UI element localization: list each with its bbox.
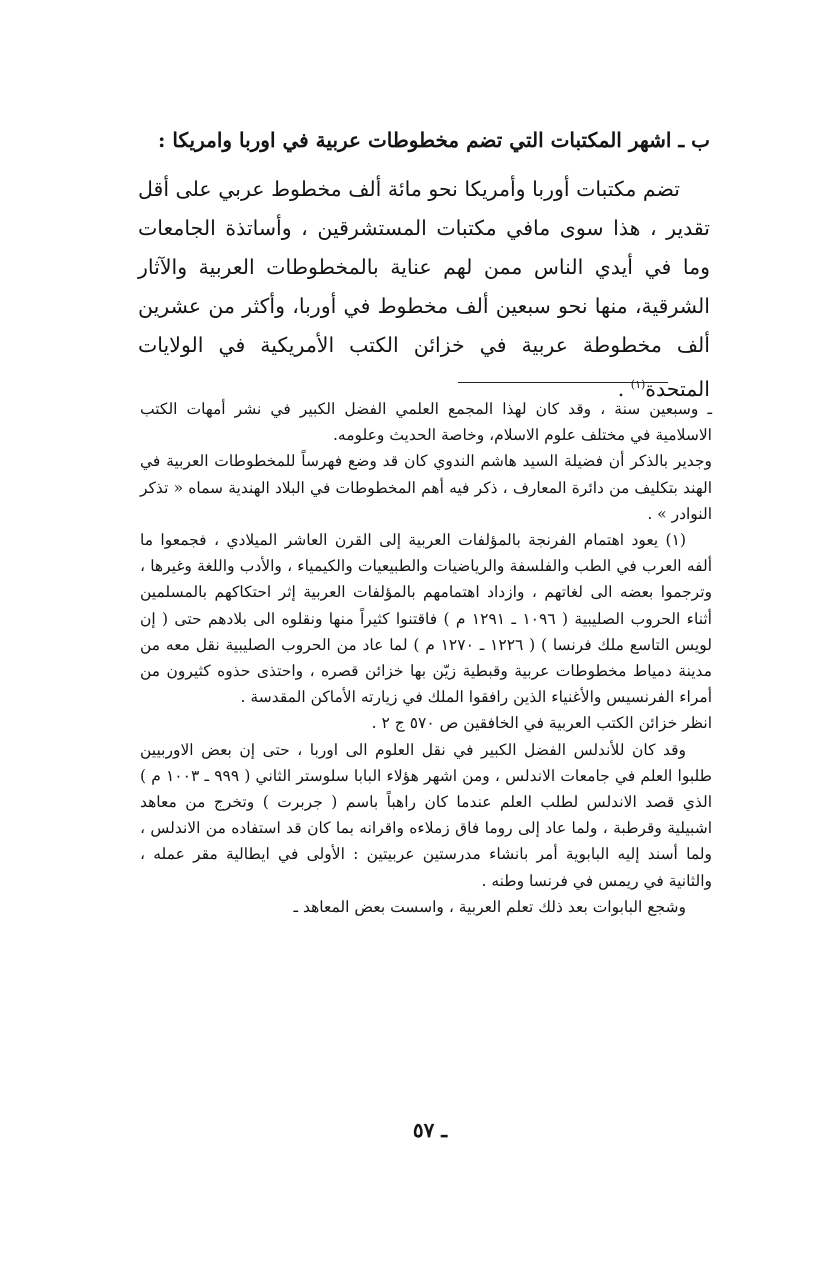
page-number: ـ ٥٧ (412, 1118, 448, 1142)
footnotes-block (140, 396, 712, 920)
section-heading: ب ـ اشهر المكتبات التي تضم مخطوطات عربية في اوربا وامريكا : (158, 128, 710, 152)
footnote-reference: انظر خزائن الكتب العربية في الخافقين ص ٥٧٠ ج ٢ . (371, 714, 712, 733)
main-paragraph-end: . (617, 376, 631, 401)
footnote-marker: (١) (630, 378, 646, 391)
main-text-block (138, 170, 710, 409)
main-paragraph (138, 170, 710, 409)
footnote-paragraph-4: وشجع البابوات بعد ذلك تعلم العربية ، واسست بعض المعاهد ـ (293, 897, 686, 916)
footnote-continuation: ـ وسبعين سنة ، وقد كان لهذا المجمع العلمي الفضل الكبير في نشر أمهات الكتب الاسلامية في مختلف علوم الاسلام، وخاصة الحديث وعلومه. (140, 400, 712, 445)
footnote-1: (١) يعود اهتمام الفرنجة بالمؤلفات العربية إلى القرن العاشر الميلادي ، فجمعوا ما ألفه العرب في الطب والفلسفة والرياضيات والطبيعيات والكيمياء ، والأدب واللغة وغيرها ، وترجموا بعضه الى لغاتهم ، وازداد اهتمامهم بالمؤلفات العربية إثر احتكاكهم بالمسلمين أثناء الحروب الصليبية ( ١٠٩٦ ـ ١٢٩١ م ) فاقتنوا كثيراً منها ونقلوه الى بلادهم حتى ( إن لويس التاسع ملك فرنسا ) ( ١٢٢٦ ـ ١٢٧٠ م ) لما عاد من الحروب الصليبية نقل معه من مدينة دمياط مخطوطات عربية وقبطية زيّن بها خزائن قصره ، واحتذى حذوه كثيرون من أمراء الفرنسيس والأغنياء الذين رافقوا الملك في زيارته الأماكن المقدسة . (140, 531, 712, 707)
main-paragraph-text: تضم مكتبات أوربا وأمريكا نحو مائة ألف مخطوط عربي على أقل تقدير ، هذا سوى مافي مكتبات المستشرقين ، وأساتذة الجامعات وما في أيدي الناس ممن لهم عناية بالمخطوطات العربية والآثار الشرقية، منها نحو سبعين ألف مخطوط في أوربا، وأكثر من عشرين ألف مخطوطة عربية في خزائن الكتب الأمريكية في الولايات المتحدة (138, 177, 710, 401)
footnote-paragraph-3: وقد كان للأندلس الفضل الكبير في نقل العلوم الى اوربا ، حتى إن بعض الاوربيين طلبوا العلم في جامعات الاندلس ، ومن اشهر هؤلاء البابا سلوستر الثاني ( ٩٩٩ ـ ١٠٠٣ م ) الذي قصد الاندلس لطلب العلم عندما كان راهباً باسم ( جربرت ) وتخرج من معاهد اشبيلية وقرطبة ، ولما عاد إلى روما فاق زملاءه واقرانه بما كان قد استفاده من الاندلس ، ولما أسند إليه البابوية أمر بانشاء مدرستين عربيتين : الأولى في ايطالية مقر عمله ، والثانية في ريمس في فرنسا وطنه . (140, 740, 712, 890)
footnote-continuation-2: وجدير بالذكر أن فضيلة السيد هاشم الندوي كان قد وضع فهرساً للمخطوطات العربية في الهند بتكليف من دائرة المعارف ، ذكر فيه أهم المخطوطات في البلاد الهندية سماه « تذكر النوادر » . (140, 452, 712, 523)
footnote-divider (458, 382, 668, 383)
